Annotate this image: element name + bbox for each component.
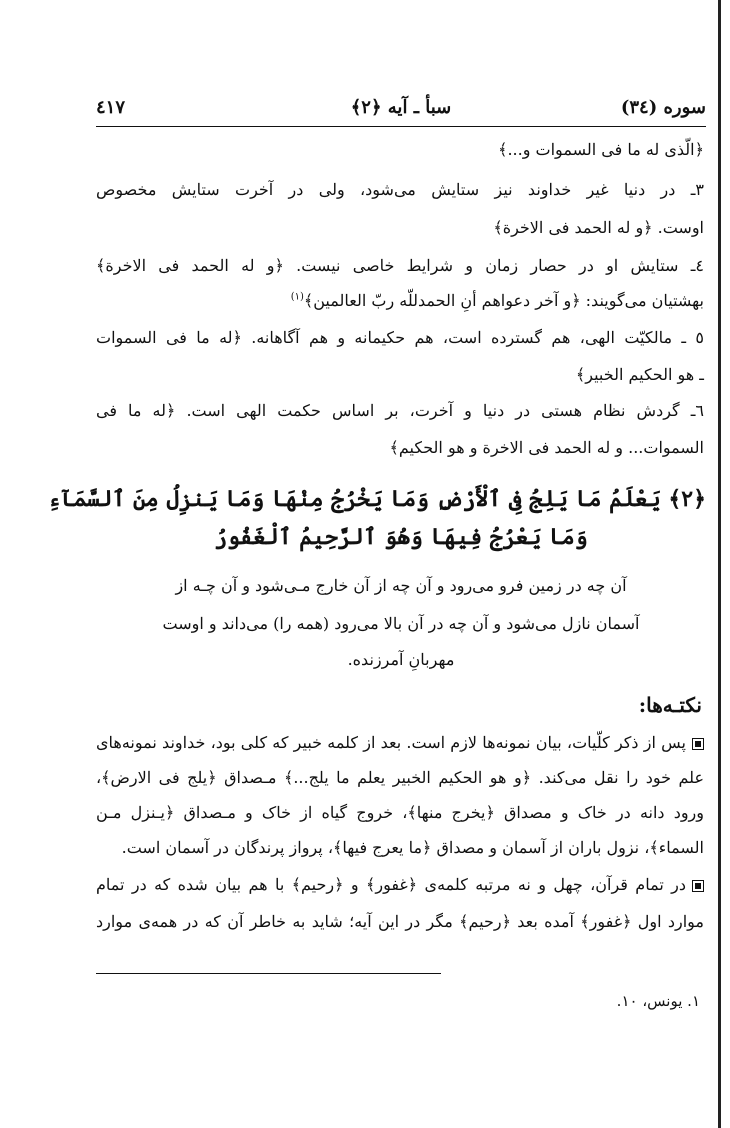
note-line [96,733,704,752]
header-rule [96,126,706,127]
text-line: ٤ـ ستایش او در حصار زمان و شرایط خاصی نیست. ﴿و له الحمد فی الاخرة﴾ [96,256,704,275]
text-line: ﴿الّذی له ما فی السموات و...﴾ [498,140,704,159]
note-text: پس از ذکر کلّیات، بیان نمونه‌ها لازم است. بعد از کلمه خبیر که کلی بود، خداوند نمونه‌های [96,733,686,752]
note-line: السماء﴾، نزول باران از آسمان و مصداق ﴿ما یعرج فیها﴾، پرواز پرندگان در آسمان است. [121,838,704,857]
verse-line-1 [47,486,706,512]
translation-line: مهربانِ آمرزنده. [347,650,455,669]
note-line: ورود دانه در خاک و مصداق ﴿یخرج منها﴾، خروج گیاه از خاک و مـصداق ﴿یـنزل مـن [96,803,704,822]
page-header [96,94,706,120]
note-line: موارد اول ﴿غفور﴾ آمده بعد ﴿رحیم﴾ مگر در این آیه؛ شاید به خاطر آن که در همه‌ی موارد [96,912,704,931]
text-line: ٥ ـ مالکیّت الهی، هم گسترده است، هم حکیمانه و هم آگاهانه. ﴿له ما فی السموات [96,328,704,347]
page-binding-edge [718,0,721,1128]
text-line: ـ هو الحکیم الخبیر﴾ [575,365,704,384]
surah-label: سوره (۳٤) [620,96,706,118]
page-number: ٤١٧ [96,96,126,118]
note-line: علم خود را نقل می‌کند. ﴿و هو الحکیم الخبیر یعلم ما یلج...﴾ مـصداق ﴿یلج فی الارض﴾، [96,768,704,787]
translation-line: آن چه در زمین فرو می‌رود و آن چه از آن خارج مـی‌شود و آن چـه از [175,576,627,595]
text-line: ٦ـ گردش نظام هستی در دنیا و آخرت، بر اساس حکمت الهی است. ﴿له ما فی [96,401,704,420]
footnote-rule [96,973,441,974]
verse-text-1: یَعْلَمُ مَا یَلِجُ فِی ٱلْأَرْضِ وَمَا یَخْرُجُ مِنْهَا وَمَا یَنزِلُ مِنَ ٱلسَّمَآءِ [47,486,661,512]
verse-number: ﴿۲﴾ [668,486,706,512]
text-line: السموات... و له الحمد فی الاخرة و هو الحکیم﴾ [389,438,704,457]
translation-line: آسمان نازل می‌شود و آن چه در آن بالا می‌رود (همه را) می‌داند و اوست [162,614,640,633]
verse-title: سبأ ـ آیه ﴿۲﴾ [350,96,452,118]
footnote-marker: (١) [290,291,304,303]
note-text: در تمام قرآن، چهل و نه مرتبه کلمه‌ی ﴿غفور﴾ و ﴿رحیم﴾ با هم بیان شده که در تمام [96,875,686,894]
square-bullet-icon [692,880,704,892]
text-line: اوست. ﴿و له الحمد فی الاخرة﴾ [493,218,704,237]
text-line [291,291,704,310]
text-line-body: بهشتیان می‌گویند: ﴿و آخر دعواهم أنِ الحمدللّه ربّ العالمین﴾ [303,291,704,310]
book-page [47,88,706,1108]
text-line: ۳ـ در دنیا غیر خداوند نیز ستایش می‌شود، ولی در آخرت ستایش مخصوص [96,180,704,199]
note-line [96,875,704,894]
verse-line-2: وَمَا یَعْرُجُ فِیهَا وَهُوَ ٱلرَّحِیمُ ٱلْغَفُورُ [214,524,588,550]
notes-heading: نکتـه‌ها: [638,693,702,717]
footnote: ١. یونس، ١٠. [616,992,700,1010]
square-bullet-icon [692,738,704,750]
